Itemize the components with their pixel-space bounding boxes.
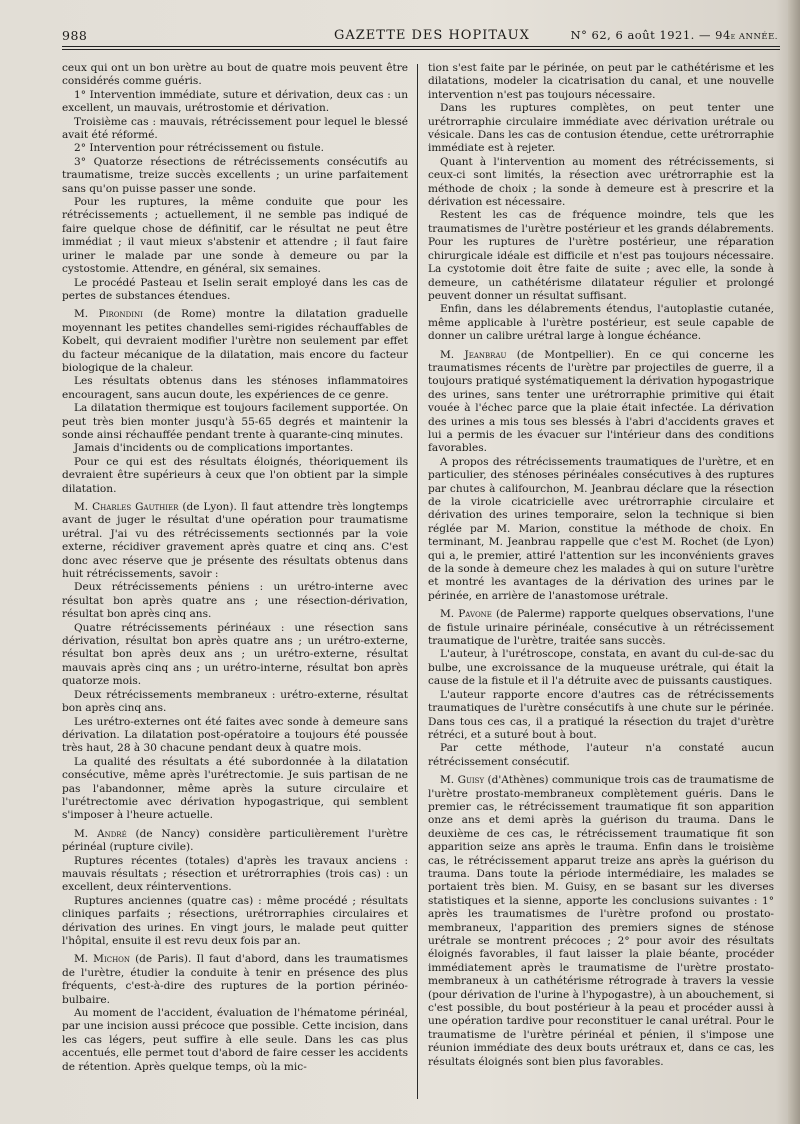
paragraph-text: (de Rome) montre la dilatation graduelle moyennant les petites chandelles semi-rigides réchauffables de Kobelt, qui devraient modifier l'urètre non seulement par effet du facteur mécanique de la dilatation, mais encore du facteur biologique de la chaleur. (62, 308, 408, 374)
paragraph-text: 2° Intervention pour rétrécissement ou fistule. (74, 142, 324, 155)
paragraph-text: Deux rétrécissements membraneux : urétro-externe, résultat bon après cinq ans. (62, 688, 408, 715)
paragraph-text: ceux qui ont un bon urètre au bout de quatre mois peuvent être considérés comme guéris. (62, 62, 408, 88)
paragraph-text: Pour les ruptures, la même conduite que pour les rétrécissements ; actuellement, il ne semble pas indiqué de faire quelque chose de définitif, car le résultat ne peut être immédiat ; il vaut mieux s'abstenir et attendre ; il faut faire uriner le malade par une sonde à demeure ou par la cystostomie. Attendre, en général, six semaines. (62, 196, 408, 276)
paragraph (62, 581, 408, 621)
paragraph (62, 622, 408, 689)
paragraph (428, 156, 774, 210)
paragraph (428, 774, 774, 1069)
paragraph (62, 756, 408, 823)
paragraph-text: Par cette méthode, l'auteur n'a constaté aucun rétrécissement consécutif. (428, 742, 774, 768)
header-rule-thick (62, 46, 780, 47)
paragraph (428, 102, 774, 156)
paragraph-text: Jamais d'incidents ou de complications importantes. (74, 442, 354, 455)
paragraph-text: A propos des rétrécissements traumatiques de l'urètre, et en particulier, des sténoses périnéales consécutives à des ruptures par chutes à califourchon, M. Jeanbrau déclare que la résection de la virole cicatricielle avec urétrorraphie circulaire et dérivation des urines temporaire, selon la technique si bien réglée par M. Marion, constitue la méthode de choix. En terminant, M. Jeanbrau rappelle que c'est M. Rochet (de Lyon) qui a, le premier, attiré l'attention sur les inconvénients graves de la sonde à demeure chez les malades à qui on suture l'urètre et montré les avantages de la dérivation des urines par le périnée, en arrière de l'anastomose urétrale. (428, 455, 774, 602)
speaker-name: M. Pirondini (74, 308, 143, 321)
issue-info (571, 28, 778, 42)
paragraph (428, 349, 774, 456)
speaker-name: M. Michon (74, 953, 131, 966)
paragraph (62, 456, 408, 496)
paragraph-text: Enfin, dans les délabrements étendus, l'autoplastie cutanée, même applicable à l'urètre postérieur, est seule capable de donner un calibre urétral large à longue échéance. (428, 303, 774, 343)
paragraph (62, 89, 408, 116)
paragraph (428, 689, 774, 743)
paragraph-text: tion s'est faite par le périnée, on peut par le cathétérisme et les dilatations, modeler la cicatrisation du canal, et une nouvelle intervention n'est pas toujours nécessaire. (428, 62, 774, 101)
running-header (62, 24, 780, 46)
paragraph (428, 648, 774, 688)
paragraph (62, 501, 408, 581)
paragraph-text: Le procédé Pasteau et Iselin serait employé dans les cas de pertes de substances étendues. (62, 276, 408, 302)
paragraph-text: Ruptures anciennes (quatre cas) : même procédé ; résultats cliniques parfaits ; résections, urétrorraphies circulaires et dérivation des urines. En vingt jours, le malade peut quitter l'hôpital, ensuite il est revu deux fois par an. (62, 894, 408, 947)
speaker-name: M. Guisy (440, 774, 485, 787)
paragraph-text: Ruptures récentes (totales) d'après les travaux anciens : mauvais résultats ; résection et urétrorraphies (trois cas) : un excellent, deux réinterventions. (62, 854, 408, 894)
paragraph (428, 209, 774, 303)
page-edge-shadow (788, 0, 800, 1124)
paragraph (428, 62, 774, 102)
paragraph (62, 828, 408, 855)
paragraph-text: (de Palerme) rapporte quelques observations, l'une de fistule urinaire périnéale, consécutive à un rétrécissement traumatique de l'urètre, traitée sans succès. (428, 608, 774, 648)
paragraph-text: Au moment de l'accident, évaluation de l'hématome périnéal, par une incision aussi précoce que possible. Cette incision, dans les cas légers, peut suffire à elle seule. Dans les cas plus accentués, elle permet tout d'abord de faire cesser les accidents de rétention. Après quelque temps, où la mic- (62, 1007, 408, 1073)
paragraph-text: (de Lyon). Il faut attendre très longtemps avant de juger le résultat d'une opération pour traumatisme urétral. J'ai vu des rétrécissements sectionnés par la voie externe, récidiver gravement après quatre et cinq ans. C'est donc avec réserve que je présente des résultats obtenus dans huit rétrécissements, savoir : (62, 501, 408, 581)
column-divider (417, 64, 418, 1099)
paragraph-text: (de Paris). Il faut d'abord, dans les traumatismes de l'urètre, étudier la conduite à tenir en présence des plus fréquents, c'est-à-dire des ruptures de la portion périnéo-bulbaire. (62, 953, 408, 1006)
paragraph (62, 895, 408, 949)
paragraph-text: Quatre rétrécissements périnéaux : une résection sans dérivation, résultat bon après quatre ans ; un urétro-externe, résultat bon après deux ans ; un urétro-externe, résultat mauvais après cinq ans ; un urétro-interne, résultat bon après quatorze mois. (62, 621, 408, 688)
paragraph (62, 953, 408, 1007)
issue-number-date: N° 62, 6 août 1921. — 94 (570, 28, 731, 42)
paragraph-text: (de Nancy) considère particulièrement l'urètre périnéal (rupture civile). (62, 827, 408, 854)
paragraph-text: L'auteur rapporte encore d'autres cas de rétrécissements traumatiques de l'urètre consécutifs à une chute sur le périnée. Dans tous ces cas, il a pratiqué la résection du trajet d'urètre rétréci, et a suturé bout à bout. (428, 688, 774, 741)
page-number: 988 (62, 28, 88, 43)
paragraph-text: Troisième cas : mauvais, rétrécissement pour lequel le blessé avait été réformé. (62, 115, 408, 142)
paragraph (62, 156, 408, 196)
paragraph (62, 855, 408, 895)
paragraph (62, 402, 408, 442)
paragraph (62, 196, 408, 276)
paragraph-text: 3° Quatorze résections de rétrécissements consécutifs au traumatisme, treize succès excellents ; un urine parfaitement sans qu'on puisse passer une sonde. (62, 155, 408, 195)
paragraph-text: La qualité des résultats a été subordonnée à la dilatation consécutive, même après l'urétrectomie. Je suis partisan de ne pas l'abandonner, même après la suture circulaire et l'urétrectomie avec dérivation hypogastrique, qui semblent s'imposer à l'heure actuelle. (62, 755, 408, 822)
paragraph-text: Les urétro-externes ont été faites avec sonde à demeure sans dérivation. La dilatation post-opératoire a toujours été poussée très haut, 28 à 30 chacune pendant deux à quatre mois. (62, 715, 408, 755)
paragraph (62, 62, 408, 89)
paragraph (428, 456, 774, 603)
paragraph-text: Dans les ruptures complètes, on peut tenter une urétrorraphie circulaire immédiate avec dérivation urétrale ou vésicale. Dans les cas de contusion étendue, cette urétrorraphie immédiate est à rejeter. (428, 102, 774, 155)
paragraph-text: Deux rétrécissements péniens : un urétro-interne avec résultat bon après quatre ans ; une résection-dérivation, résultat bon après cinq ans. (62, 581, 408, 621)
paragraph (62, 716, 408, 756)
issue-year-suffix: e ANNÉE. (730, 32, 778, 42)
paragraph-text: 1° Intervention immédiate, suture et dérivation, deux cas : un excellent, un mauvais, urétrostomie et dérivation. (62, 88, 408, 115)
paragraph (428, 303, 774, 343)
paragraph-text: Les résultats obtenus dans les sténoses inflammatoires encouragent, sans aucun doute, les expériences de ce genre. (62, 375, 408, 401)
paragraph (62, 1007, 408, 1074)
speaker-name: M. Charles Gauthier (74, 501, 179, 513)
paragraph-text: La dilatation thermique est toujours facilement supportée. On peut très bien monter jusqu'à 55-65 degrés et maintenir la sonde ainsi réchauffée pendant trente à quarante-cinq minutes. (62, 402, 408, 441)
paragraph (428, 608, 774, 648)
paragraph-text: Restent les cas de fréquence moindre, tels que les traumatismes de l'urètre postérieur et les grands délabrements. Pour les ruptures de l'urètre postérieur, une réparation chirurgicale idéale est difficile et n'est pas toujours nécessaire. La cystotomie doit être faite de suite ; avec elle, la sonde à demeure, un cathétérisme dilatateur régulier et prolongé peuvent donner un résultat suffisant. (428, 209, 774, 302)
paragraph (62, 375, 408, 402)
paragraph-text: L'auteur, à l'urétroscope, constata, en avant du cul-de-sac du bulbe, une excroissance de la muqueuse urétrale, qui était la cause de la fistule et il l'a détruite avec de puissants caustiques. (428, 648, 774, 688)
paragraph (62, 116, 408, 143)
paragraph (62, 277, 408, 304)
paragraph-text: Quant à l'intervention au moment des rétrécissements, si ceux-ci sont limités, la résection avec urétrorraphie est la méthode de choix ; la sonde à demeure est à prescrire et la dérivation est nécessaire. (428, 155, 774, 209)
paragraph (428, 742, 774, 769)
speaker-name: M. André (74, 827, 127, 840)
right-column (428, 62, 774, 1112)
header-rule-thin (62, 49, 780, 50)
paragraph-text: (de Montpellier). En ce qui concerne les traumatismes récents de l'urètre par projectiles de guerre, il a toujours pratiqué systématiquement la dérivation hypogastrique des urines, sans tenter une urétrorraphie primitive qui était vouée à l'échec parce que la plaie était infectée. La dérivation des urines a mis tous ses blessés à l'abri d'accidents graves et lui a permis de les évacuer sur l'intérieur dans des conditions favorables. (428, 348, 774, 455)
paragraph (62, 142, 408, 155)
journal-title: GAZETTE DES HOPITAUX (334, 28, 530, 43)
paragraph-text: Pour ce qui est des résultats éloignés, théoriquement ils devraient être supérieurs à ceux que l'on obtient par la simple dilatation. (62, 455, 408, 495)
paragraph (62, 442, 408, 455)
paragraph (62, 308, 408, 375)
speaker-name: M. Jeanbrau (440, 348, 507, 361)
paragraph-text: (d'Athènes) communique trois cas de traumatisme de l'urètre prostato-membraneux complètement guéris. Dans le premier cas, le rétrécissement traumatique fit son apparition onze ans et demi après la guérison du trauma. Dans le deuxième de ces cas, le rétrécissement traumatique fit son apparition seize ans après le trauma. Enfin dans le troisième cas, le rétrécissement apparut treize ans après la guérison du trauma. Dans toute la période intermédiaire, les malades se portaient très bien. M. Guisy, en se basant sur les diverses statistiques et la sienne, apporte les conclusions suivantes : 1° après les traumatismes de l'urètre profond ou prostato-membraneux, l'apparition des premiers signes de sténose urétrale se montrent précoces ; 2° pour avoir des résultats éloignés favorables, il faut laisser la plaie béante, procéder immédiatement après le traumatisme de l'urètre prostato-membraneux à un cathétérisme rétrograde à travers la vessie (pour dérivation de l'urine à l'hypogastre), à un abouchement, si c'est possible, du bout postérieur à la peau et procéder aussi à une opération tardive pour reconstituer le canal urétral. Pour le traumatisme de l'urètre périnéal et pénien, il s'impose une réunion immédiate des deux bouts urétraux et, dans ce cas, les résultats éloignés sont bien plus favorables. (428, 774, 774, 1068)
paragraph (62, 689, 408, 716)
speaker-name: M. Pavone (440, 608, 492, 621)
left-column (62, 62, 408, 1112)
